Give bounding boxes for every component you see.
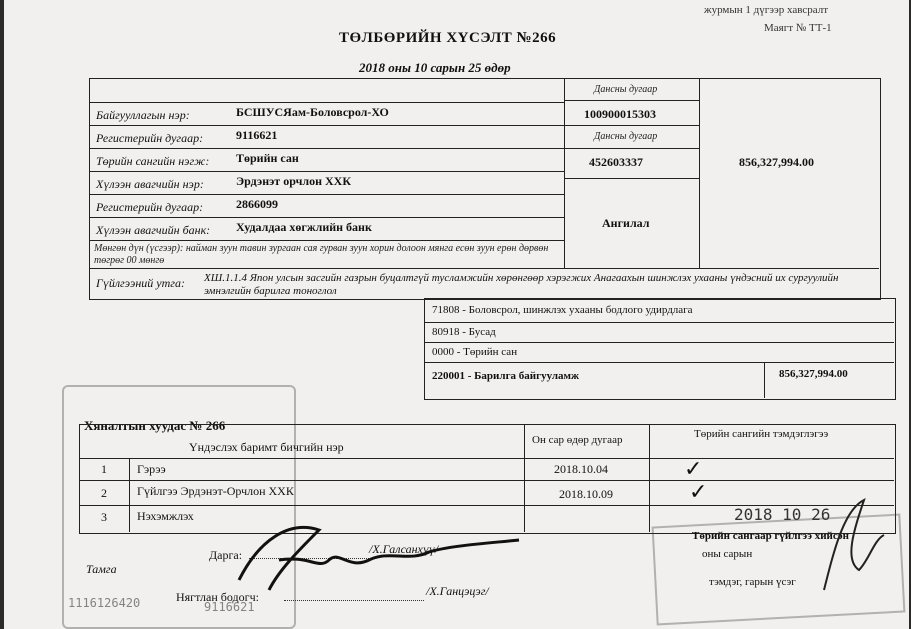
code-row-1: 71808 - Боловсрол, шинжлэх ухааны бодлого удирдлага — [432, 304, 693, 316]
org-label: Байгууллагын нэр: — [96, 108, 190, 122]
category-label: Ангилал — [602, 216, 650, 230]
org-value: БСШУСЯам-Боловсрол-ХО — [236, 105, 389, 119]
form-code: Маягт № ТТ-1 — [764, 22, 832, 34]
receiver-bank-label: Хүлээн авагчийн банк: — [96, 223, 211, 237]
treasury-label: Төрийн сангийн нэгж: — [96, 154, 210, 168]
director-signature — [219, 500, 539, 600]
director-name: /Х.Галсанхүү/ — [369, 542, 439, 556]
document-title: ТӨЛБӨРИЙН ХҮСЭЛТ №266 — [339, 30, 557, 46]
reg-value: 9116621 — [236, 128, 278, 142]
control-row-1-check: ✓ — [684, 456, 703, 481]
appendix-note: журмын 1 дүгээр хавсралт — [704, 4, 828, 16]
treasury-signature — [804, 490, 894, 600]
accountant-signature-line — [284, 600, 424, 601]
accountant-name: /Х.Ганцэцэг/ — [426, 584, 489, 598]
receiver-reg-label: Регистерийн дугаар: — [96, 200, 204, 214]
control-row-3-name: Нэхэмжлэх — [137, 509, 194, 523]
receiver-bank-value: Худалдаа хөгжлийн банк — [236, 220, 372, 234]
stamp-place-label: Тамга — [86, 562, 117, 576]
document-date: 2018 оны 10 сарын 25 өдөр — [359, 60, 511, 75]
code-row-2: 80918 - Бусад — [432, 326, 496, 338]
account-number-1: 100900015303 — [584, 107, 656, 121]
treasury-date-stamp: 2018 10 26 — [734, 505, 831, 524]
purpose-label: Гүйлгээний утга: — [96, 276, 185, 290]
receiver-reg-value: 2866099 — [236, 197, 278, 211]
code-row-3: 0000 - Төрийн сан — [432, 346, 518, 358]
treasury-stamp-line-3: тэмдэг, гарын үсэг — [709, 576, 796, 588]
receiver-label: Хүлээн авагчийн нэр: — [96, 177, 204, 191]
treasury-stamp-line-2: оны сарын — [702, 548, 753, 560]
control-row-2-num: 2 — [101, 486, 107, 500]
control-col-doc: Үндэслэх баримт бичгийн нэр — [189, 440, 344, 454]
control-sheet-title: Хяналтын хуудас № 266 — [84, 418, 226, 433]
control-col-date: Он сар өдөр дугаар — [532, 434, 623, 446]
account-header-2: Дансны дугаар — [594, 131, 658, 142]
payment-request-document — [4, 0, 909, 629]
control-row-2-name: Гүйлгээ Эрдэнэт-Орчлон ХХК — [137, 484, 294, 498]
receiver-value: Эрдэнэт орчлон ХХК — [236, 174, 352, 188]
control-row-3-num: 3 — [101, 510, 107, 524]
control-col-treasury: Төрийн сангийн тэмдэглэгээ — [694, 428, 829, 440]
control-row-2-date: 2018.10.09 — [559, 487, 613, 501]
purpose-value: ХШ.1.1.4 Япон улсын засгийн газрын буцалтгүй тусламжийн хөрөнгөөр хэрэгжих Анагаахын шинжлэх ухааны үндэсний их сургуулийн эмнэлгийн барилга тоноглол — [204, 272, 839, 297]
stamp-digits-2: 9116621 — [204, 600, 255, 614]
treasury-value: Төрийн сан — [236, 151, 299, 165]
director-label: Дарга: — [209, 548, 243, 562]
amount-in-words: Мөнгөн дүн (үсгээр): найман зуун тавин зургаан сая гурван зуун хорин долоон мянга есөн зуун ерөн дөрвөн төгрөг 00 мөнгө — [94, 243, 549, 266]
control-row-1-name: Гэрээ — [137, 462, 166, 476]
stamp-digits-1: 1116126420 — [68, 596, 141, 610]
account-header-1: Дансны дугаар — [594, 84, 658, 95]
control-row-2-check: ✓ — [689, 479, 708, 504]
total-amount: 856,327,994.00 — [739, 155, 814, 169]
treasury-stamp-line-1: Төрийн сангаар гүйлгээ хийсэн — [692, 530, 849, 542]
code-row-4: 220001 - Барилга байгууламж — [432, 370, 580, 382]
control-row-1-date: 2018.10.04 — [554, 462, 608, 476]
account-number-2: 452603337 — [589, 155, 643, 169]
accountant-label: Нягтлан бодогч: — [176, 590, 259, 604]
reg-label: Регистерийн дугаар: — [96, 131, 204, 145]
control-row-1-num: 1 — [101, 462, 107, 476]
code-row-4-amount: 856,327,994.00 — [779, 368, 848, 380]
